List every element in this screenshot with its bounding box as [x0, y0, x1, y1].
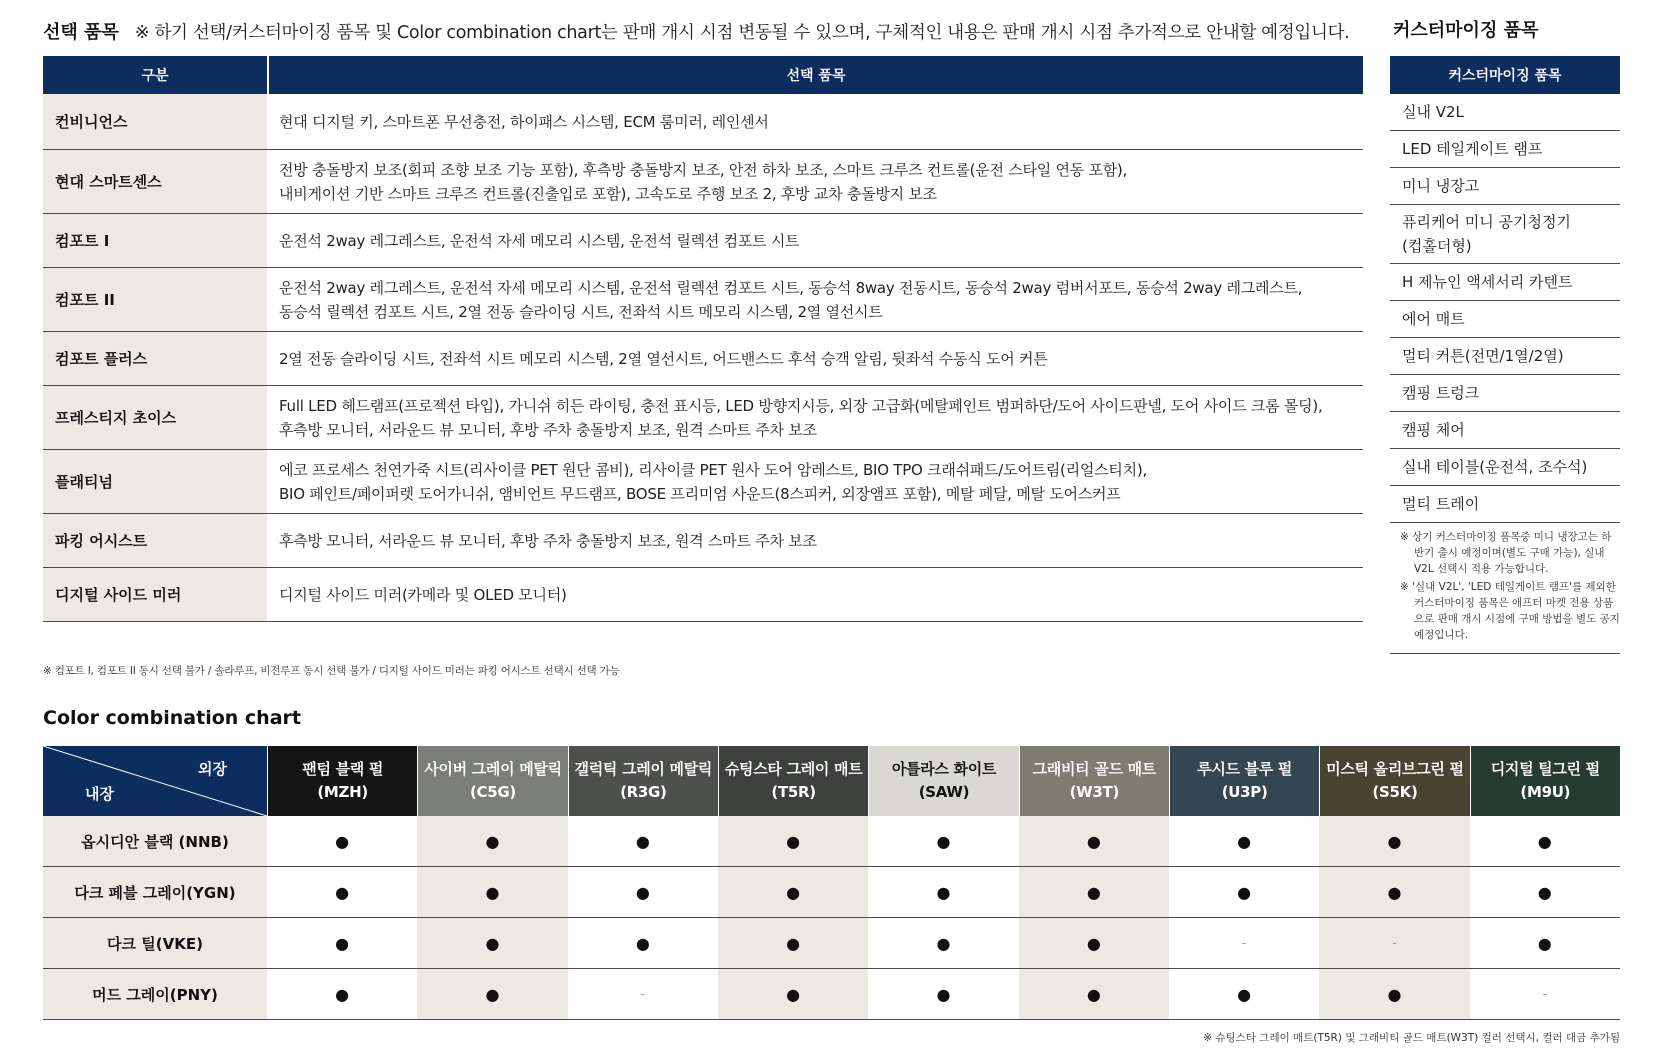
option-row — [43, 94, 1363, 150]
customizing-item-label: 멀티 커튼(전면/1열/2열) — [1402, 347, 1564, 365]
customizing-item-label: 미니 냉장고 — [1402, 177, 1480, 195]
interior-row — [43, 918, 1620, 969]
available-mark: ● — [1537, 882, 1552, 902]
available-mark: ● — [335, 882, 350, 902]
exterior-color-code: (S5K) — [1372, 783, 1418, 801]
option-row — [43, 568, 1363, 622]
exterior-color-code: (T5R) — [771, 783, 816, 801]
options-table — [43, 56, 1363, 622]
option-category: 컨비니언스 — [43, 94, 267, 149]
exterior-color-name: 미스틱 올리브그린 펄 — [1326, 760, 1464, 778]
option-items — [267, 514, 1363, 567]
customizing-item-label: 실내 테이블(운전석, 조수석) — [1402, 458, 1588, 476]
available-mark: ● — [1237, 831, 1252, 851]
available-mark: ● — [936, 933, 951, 953]
header-notice: ※ 하기 선택/커스터마이징 품목 및 Color combination chart는 판매 개시 시점 변동될 수 있으며, 구체적인 내용은 판매 개시 시점 추가적으로 안내할 예정입니다. — [134, 22, 1350, 43]
interior-color-label: 다크 틸(VKE) — [43, 918, 267, 968]
customizing-item-label: 에어 매트 — [1402, 310, 1465, 328]
available-mark: ● — [718, 969, 868, 1019]
customizing-item — [1390, 168, 1620, 205]
option-items-line: 현대 디지털 키, 스마트폰 무선충전, 하이패스 시스템, ECM 룸미러, 레인센서 — [279, 112, 769, 131]
exterior-color-code: (R3G) — [620, 783, 667, 801]
available-mark: ● — [417, 969, 567, 1019]
customizing-item — [1390, 264, 1620, 301]
customizing-item — [1390, 301, 1620, 338]
available-mark: ● — [635, 882, 650, 902]
option-row — [43, 150, 1363, 214]
customizing-item — [1390, 205, 1620, 264]
unavailable-mark: - — [1319, 918, 1469, 968]
color-table-header — [43, 746, 1620, 816]
option-items — [267, 268, 1363, 331]
customizing-notes — [1390, 523, 1620, 654]
page-title: 선택 품목 — [43, 22, 119, 43]
option-items-line: 운전석 2way 레그레스트, 운전석 자세 메모리 시스템, 운전석 릴렉션 컴포트 시트 — [279, 231, 800, 250]
available-mark: ● — [335, 984, 350, 1004]
diagonal-divider — [43, 746, 267, 816]
exterior-color-header — [1019, 746, 1169, 816]
available-mark: ● — [1319, 816, 1469, 866]
exterior-color-header — [417, 746, 567, 816]
option-items-line: 2열 전동 슬라이딩 시트, 전좌석 시트 메모리 시스템, 2열 열선시트, 어드밴스드 후석 승객 알림, 뒷좌석 수동식 도어 커튼 — [279, 349, 1048, 368]
exterior-color-name: 그래비티 골드 매트 — [1032, 760, 1156, 778]
exterior-color-header — [1470, 746, 1620, 816]
exterior-color-name: 슈팅스타 그레이 매트 — [724, 760, 863, 778]
available-mark: ● — [936, 831, 951, 851]
available-mark: ● — [635, 933, 650, 953]
unavailable-mark: - — [1241, 936, 1247, 950]
column-header-category: 구분 — [43, 56, 269, 94]
exterior-color-header — [1319, 746, 1469, 816]
customizing-item — [1390, 131, 1620, 168]
option-items-line: 에코 프로세스 천연가죽 시트(리사이클 PET 원단 콤비), 리사이클 PET 원사 도어 암레스트, BIO TPO 크래쉬패드/도어트림(리얼스티치), — [279, 460, 1147, 479]
corner-header — [43, 746, 267, 816]
option-items-line: 디지털 사이드 미러(카메라 및 OLED 모니터) — [279, 585, 567, 604]
customizing-panel — [1390, 56, 1620, 654]
unavailable-mark: - — [1542, 987, 1547, 1001]
option-items-line: Full LED 헤드램프(프로젝션 타입), 가니쉬 히든 라이팅, 충전 표시등, LED 방향지시등, 외장 고급화(메탈페인트 범퍼하단/도어 사이드판넬, 도어 사이드 크롬 몰딩), — [279, 396, 1323, 415]
exterior-color-name: 아틀라스 화이트 — [891, 760, 997, 778]
customizing-header: 커스터마이징 품목 — [1390, 56, 1620, 94]
color-combination-table — [43, 746, 1620, 1020]
exterior-color-header — [568, 746, 718, 816]
available-mark: ● — [417, 816, 567, 866]
option-row — [43, 386, 1363, 450]
available-mark: ● — [1019, 816, 1169, 866]
interior-row — [43, 816, 1620, 867]
interior-color-label: 머드 그레이(PNY) — [43, 969, 267, 1019]
option-items-line: 후측방 모니터, 서라운드 뷰 모니터, 후방 주차 충돌방지 보조, 원격 스마트 주차 보조 — [279, 531, 817, 550]
option-row — [43, 214, 1363, 268]
option-row — [43, 268, 1363, 332]
option-category: 파킹 어시스트 — [43, 514, 267, 567]
available-mark: ● — [417, 918, 567, 968]
exterior-color-code: (SAW) — [918, 783, 970, 801]
interior-row — [43, 969, 1620, 1020]
customizing-item — [1390, 486, 1620, 523]
customizing-title: 커스터마이징 품목 — [1393, 20, 1539, 41]
color-footnote: ※ 슈팅스타 그레이 매트(T5R) 및 그래비티 골드 매트(W3T) 컬러 선택시, 컬러 대금 추가됨 — [1203, 1032, 1620, 1044]
options-table-header — [43, 56, 1363, 94]
available-mark: ● — [635, 831, 650, 851]
interior-label: 내장 — [85, 785, 114, 803]
customizing-item — [1390, 412, 1620, 449]
option-category: 디지털 사이드 미러 — [43, 568, 267, 621]
available-mark: ● — [1019, 867, 1169, 917]
options-footnote: ※ 컴포트 I, 컴포트 II 동시 선택 불가 / 솔라루프, 비전루프 동시 선택 불가 / 디지털 사이드 미러는 파킹 어시스트 선택시 선택 가능 — [43, 665, 620, 677]
customizing-item-label: 멀티 트레이 — [1402, 495, 1480, 513]
available-mark: ● — [1537, 831, 1552, 851]
option-items — [267, 568, 1363, 621]
customizing-item-label: 캠핑 체어 — [1402, 421, 1465, 439]
exterior-label: 외장 — [198, 760, 227, 778]
exterior-color-header — [1169, 746, 1319, 816]
customizing-note: ※ 상기 커스터마이징 품목중 미니 냉장고는 하반기 출시 예정이며(별도 구매 가능), 실내 V2L 선택시 적용 가능합니다. — [1400, 531, 1612, 575]
available-mark: ● — [1019, 918, 1169, 968]
option-category: 컴포트 I — [43, 214, 267, 267]
option-category: 프레스티지 초이스 — [43, 386, 267, 449]
available-mark: ● — [718, 867, 868, 917]
option-category: 현대 스마트센스 — [43, 150, 267, 213]
customizing-item — [1390, 375, 1620, 412]
customizing-item-label: (컵홀더형) — [1402, 237, 1472, 255]
available-mark: ● — [936, 984, 951, 1004]
customizing-item — [1390, 338, 1620, 375]
option-items — [267, 332, 1363, 385]
exterior-color-code: (W3T) — [1069, 783, 1120, 801]
option-items — [267, 450, 1363, 513]
option-items-line: 운전석 2way 레그레스트, 운전석 자세 메모리 시스템, 운전석 릴렉션 컴포트 시트, 동승석 8way 전동시트, 동승석 2way 럼버서포트, 동승석 2way 레그레스트, — [279, 278, 1303, 297]
available-mark: ● — [1319, 867, 1469, 917]
option-row — [43, 450, 1363, 514]
interior-row — [43, 867, 1620, 918]
exterior-color-name: 디지털 틸그린 펄 — [1490, 760, 1600, 778]
exterior-color-header — [267, 746, 417, 816]
exterior-color-name: 루시드 블루 펄 — [1197, 760, 1293, 778]
option-items-line: 동승석 릴렉션 컴포트 시트, 2열 전동 슬라이딩 시트, 전좌석 시트 메모리 시스템, 2열 열선시트 — [279, 302, 883, 321]
exterior-color-code: (C5G) — [470, 783, 516, 801]
exterior-color-header — [868, 746, 1018, 816]
option-row — [43, 514, 1363, 568]
option-items-line: 내비게이션 기반 스마트 크루즈 컨트롤(진출입로 포함), 고속도로 주행 보조 2, 후방 교차 충돌방지 보조 — [279, 184, 937, 203]
available-mark: ● — [417, 867, 567, 917]
available-mark: ● — [1237, 882, 1252, 902]
option-items-line: BIO 페인트/페이퍼렛 도어가니쉬, 앰비언트 무드램프, BOSE 프리미엄 사운드(8스피커, 외장앰프 포함), 메탈 페달, 메탈 도어스커프 — [279, 484, 1121, 503]
available-mark: ● — [335, 831, 350, 851]
available-mark: ● — [718, 918, 868, 968]
exterior-color-header — [718, 746, 868, 816]
option-row — [43, 332, 1363, 386]
option-items — [267, 214, 1363, 267]
available-mark: ● — [936, 882, 951, 902]
option-category: 플래티넘 — [43, 450, 267, 513]
option-items — [267, 386, 1363, 449]
available-mark: ● — [1019, 969, 1169, 1019]
option-items — [267, 150, 1363, 213]
option-items-line: 전방 충돌방지 보조(회피 조향 보조 기능 포함), 후측방 충돌방지 보조, 안전 하차 보조, 스마트 크루즈 컨트롤(운전 스타일 연동 포함), — [279, 160, 1128, 179]
customizing-item-label: LED 테일게이트 램프 — [1402, 140, 1543, 158]
exterior-color-code: (M9U) — [1520, 783, 1571, 801]
customizing-item-label: 퓨리케어 미니 공기청정기 — [1402, 213, 1571, 231]
exterior-color-name: 팬텀 블랙 펄 — [302, 760, 384, 778]
available-mark: ● — [1537, 933, 1552, 953]
customizing-item — [1390, 94, 1620, 131]
customizing-note: ※ '실내 V2L', 'LED 테일게이트 램프'를 제외한 커스터마이징 품목은 애프터 마켓 전용 상품으로 판매 개시 시점에 구매 방법을 별도 공지 예정입니다. — [1400, 581, 1620, 641]
color-chart-title: Color combination chart — [43, 707, 301, 729]
interior-color-label: 옵시디안 블랙 (NNB) — [43, 816, 267, 866]
exterior-color-code: (U3P) — [1221, 783, 1268, 801]
available-mark: ● — [335, 933, 350, 953]
customizing-item-label: 실내 V2L — [1402, 103, 1464, 121]
interior-color-label: 다크 페블 그레이(YGN) — [43, 867, 267, 917]
customizing-item-label: 캠핑 트렁크 — [1402, 384, 1480, 402]
option-category: 컴포트 II — [43, 268, 267, 331]
available-mark: ● — [1319, 969, 1469, 1019]
available-mark: ● — [718, 816, 868, 866]
exterior-color-name: 갤럭틱 그레이 메탈릭 — [574, 760, 713, 778]
customizing-item — [1390, 449, 1620, 486]
option-category: 컴포트 플러스 — [43, 332, 267, 385]
option-items — [267, 94, 1363, 149]
available-mark: ● — [1237, 984, 1252, 1004]
column-header-items: 선택 품목 — [786, 68, 846, 84]
customizing-item-label: H 제뉴인 액세서리 카텐트 — [1402, 273, 1573, 291]
unavailable-mark: - — [640, 987, 645, 1001]
option-items-line: 후측방 모니터, 서라운드 뷰 모니터, 후방 주차 충돌방지 보조, 원격 스마트 주차 보조 — [279, 420, 817, 439]
exterior-color-name: 사이버 그레이 메탈릭 — [424, 760, 562, 778]
page-header — [43, 17, 1349, 45]
exterior-color-code: (MZH) — [317, 783, 368, 801]
